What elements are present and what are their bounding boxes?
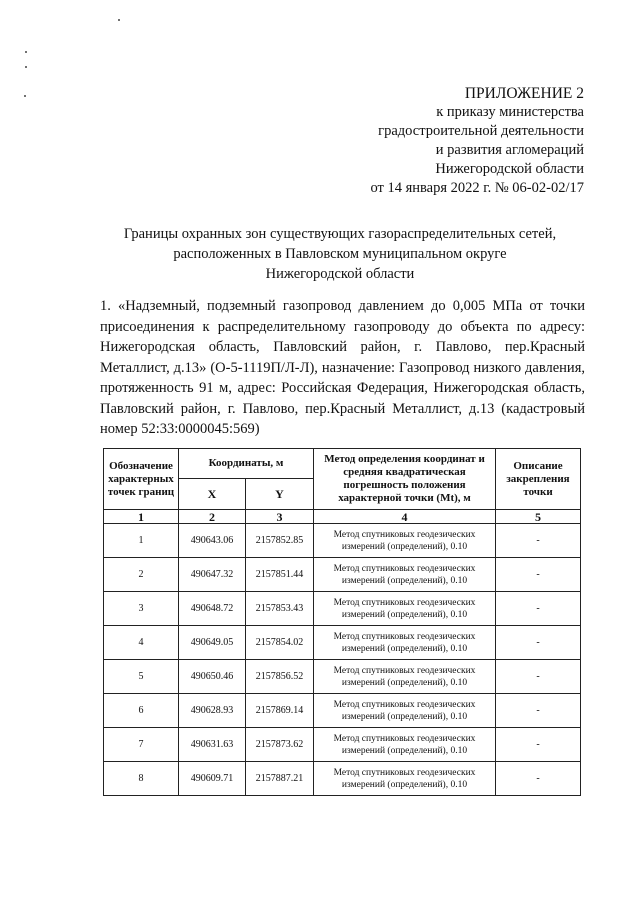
col-header-fixing: Описание закрепления точки bbox=[496, 449, 581, 510]
point-y: 2157856.52 bbox=[246, 660, 314, 694]
point-method: Метод спутниковых геодезических измерений (определений), 0.10 bbox=[314, 558, 496, 592]
point-method: Метод спутниковых геодезических измерений (определений), 0.10 bbox=[314, 762, 496, 796]
point-number: 1 bbox=[104, 524, 179, 558]
point-x: 490648.72 bbox=[179, 592, 246, 626]
appendix-title: ПРИЛОЖЕНИЕ 2 bbox=[464, 85, 584, 102]
point-y: 2157873.62 bbox=[246, 728, 314, 762]
document-heading bbox=[100, 224, 580, 284]
scan-speck bbox=[25, 51, 27, 53]
appendix-date-line: от 14 января 2022 г. № 06-02-02/17 bbox=[370, 180, 584, 196]
point-method: Метод спутниковых геодезических измерений (определений), 0.10 bbox=[314, 660, 496, 694]
point-x: 490631.63 bbox=[179, 728, 246, 762]
heading-line: Нижегородской области bbox=[265, 266, 415, 282]
point-y: 2157854.02 bbox=[246, 626, 314, 660]
point-fixing: - bbox=[496, 524, 581, 558]
appendix-line: и развития агломераций bbox=[435, 142, 584, 158]
point-fixing: - bbox=[496, 558, 581, 592]
col-number: 1 bbox=[104, 510, 179, 524]
appendix-line: Нижегородской области bbox=[435, 161, 584, 177]
point-number: 8 bbox=[104, 762, 179, 796]
table-row bbox=[104, 558, 581, 592]
point-y: 2157869.14 bbox=[246, 694, 314, 728]
point-method: Метод спутниковых геодезических измерений (определений), 0.10 bbox=[314, 592, 496, 626]
col-number: 3 bbox=[246, 510, 314, 524]
point-fixing: - bbox=[496, 660, 581, 694]
point-number: 5 bbox=[104, 660, 179, 694]
appendix-line: градостроительной деятельности bbox=[378, 123, 584, 139]
scan-speck bbox=[24, 95, 26, 97]
boundary-points-table bbox=[103, 448, 581, 796]
table-row bbox=[104, 626, 581, 660]
point-method: Метод спутниковых геодезических измерений (определений), 0.10 bbox=[314, 524, 496, 558]
table-row bbox=[104, 728, 581, 762]
point-number: 3 bbox=[104, 592, 179, 626]
point-x: 490628.93 bbox=[179, 694, 246, 728]
scan-speck bbox=[118, 19, 120, 21]
point-x: 490650.46 bbox=[179, 660, 246, 694]
point-number: 7 bbox=[104, 728, 179, 762]
point-x: 490643.06 bbox=[179, 524, 246, 558]
point-method: Метод спутниковых геодезических измерений (определений), 0.10 bbox=[314, 694, 496, 728]
point-x: 490649.05 bbox=[179, 626, 246, 660]
point-number: 2 bbox=[104, 558, 179, 592]
object-description: 1. «Надземный, подземный газопровод давлением до 0,005 МПа от точки присоединения к распределительному газопроводу до объекта по адресу: Нижегородская область, Павловский район, г. Павлово, пер.Красный Металлист, д.13» (О-5-1119П/Л-Л), назначение: Газопровод низкого давления, протяженность 91 м, адрес: Российская Федерация, Нижегородская область, Павловский район, г. Павлово, пер.Красный Металлист, д.13 (кадастровый номер 52:33:0000045:569) bbox=[100, 298, 585, 437]
table-row bbox=[104, 592, 581, 626]
col-header-method: Метод определения координат и средняя квадратическая погрешность положения характерной точки (Мt), м bbox=[314, 449, 496, 510]
col-header-designation: Обозначение характерных точек границ bbox=[104, 449, 179, 510]
col-header-x: X bbox=[179, 479, 246, 510]
point-x: 490647.32 bbox=[179, 558, 246, 592]
point-number: 4 bbox=[104, 626, 179, 660]
point-number: 6 bbox=[104, 694, 179, 728]
table-row bbox=[104, 660, 581, 694]
table-row bbox=[104, 524, 581, 558]
table-row bbox=[104, 762, 581, 796]
point-fixing: - bbox=[496, 728, 581, 762]
table-row bbox=[104, 694, 581, 728]
col-header-coordinates: Координаты, м bbox=[179, 449, 314, 479]
point-y: 2157852.85 bbox=[246, 524, 314, 558]
col-header-y: Y bbox=[246, 479, 314, 510]
point-x: 490609.71 bbox=[179, 762, 246, 796]
point-method: Метод спутниковых геодезических измерений (определений), 0.10 bbox=[314, 626, 496, 660]
point-y: 2157887.21 bbox=[246, 762, 314, 796]
point-method: Метод спутниковых геодезических измерений (определений), 0.10 bbox=[314, 728, 496, 762]
point-fixing: - bbox=[496, 592, 581, 626]
point-fixing: - bbox=[496, 626, 581, 660]
heading-line: Границы охранных зон существующих газораспределительных сетей, bbox=[123, 226, 557, 242]
point-y: 2157853.43 bbox=[246, 592, 314, 626]
col-number: 5 bbox=[496, 510, 581, 524]
heading-line: расположенных в Павловском муниципальном округе bbox=[173, 246, 507, 262]
appendix-header bbox=[284, 84, 584, 198]
point-fixing: - bbox=[496, 762, 581, 796]
scan-speck bbox=[25, 66, 27, 68]
appendix-line: к приказу министерства bbox=[436, 104, 584, 120]
col-number: 2 bbox=[179, 510, 246, 524]
point-fixing: - bbox=[496, 694, 581, 728]
col-number: 4 bbox=[314, 510, 496, 524]
point-y: 2157851.44 bbox=[246, 558, 314, 592]
